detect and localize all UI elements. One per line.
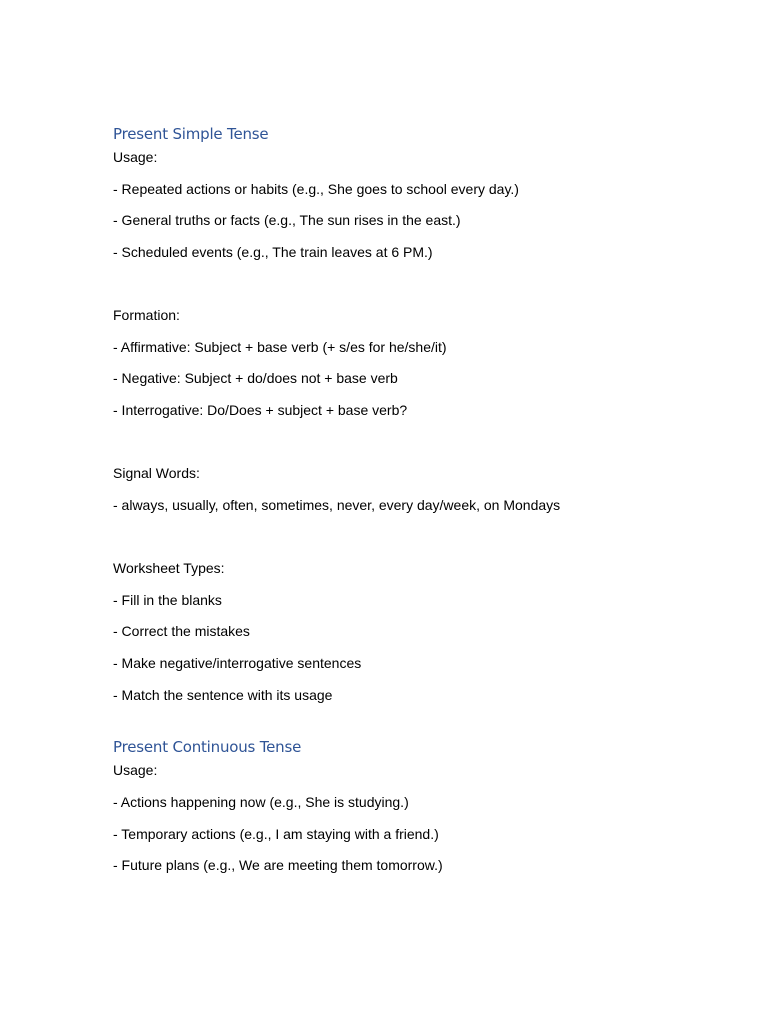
formation-label: Formation: xyxy=(113,307,180,323)
usage-item: - General truths or facts (e.g., The sun rises in the east.) xyxy=(113,212,461,228)
usage-item: - Repeated actions or habits (e.g., She goes to school every day.) xyxy=(113,181,519,197)
usage-item: - Temporary actions (e.g., I am staying with a friend.) xyxy=(113,826,439,842)
worksheet-item: - Make negative/interrogative sentences xyxy=(113,655,362,671)
worksheet-types-label: Worksheet Types: xyxy=(113,560,225,576)
usage-item: - Actions happening now (e.g., She is studying.) xyxy=(113,794,409,810)
worksheet-item: - Correct the mistakes xyxy=(113,623,250,639)
worksheet-item: - Match the sentence with its usage xyxy=(113,687,333,703)
section-heading-present-continuous: Present Continuous Tense xyxy=(113,738,302,756)
section-heading-present-simple: Present Simple Tense xyxy=(113,125,269,143)
usage-item: - Future plans (e.g., We are meeting them tomorrow.) xyxy=(113,857,443,873)
worksheet-item: - Fill in the blanks xyxy=(113,592,222,608)
usage-label: Usage: xyxy=(113,762,158,778)
signal-words-item: - always, usually, often, sometimes, never, every day/week, on Mondays xyxy=(113,497,561,513)
formation-item: - Affirmative: Subject + base verb (+ s/es for he/she/it) xyxy=(113,339,447,355)
formation-item: - Interrogative: Do/Does + subject + base verb? xyxy=(113,402,408,418)
usage-item: - Scheduled events (e.g., The train leaves at 6 PM.) xyxy=(113,244,433,260)
formation-item: - Negative: Subject + do/does not + base verb xyxy=(113,370,398,386)
usage-label: Usage: xyxy=(113,149,158,165)
signal-words-label: Signal Words: xyxy=(113,465,200,481)
